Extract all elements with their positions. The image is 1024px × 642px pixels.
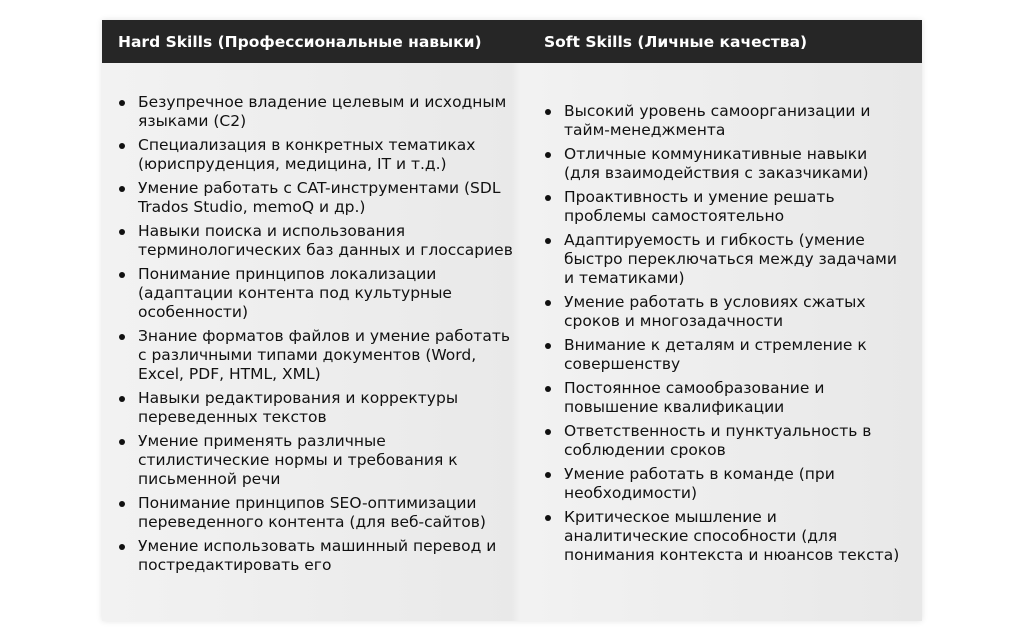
hard-skills-header: Hard Skills (Профессиональные навыки) [118,32,482,51]
list-item: Ответственность и пунктуальность в соблюдении сроков [544,422,902,460]
list-item: Понимание принципов локализации (адаптации контента под культурные особенности) [118,265,522,322]
list-item: Умение использовать машинный перевод и постредактировать его [118,537,522,575]
hard-skills-list [118,93,522,575]
list-item: Навыки редактирования и корректуры переведенных текстов [118,389,522,427]
table-header [102,20,922,63]
soft-skills-column [528,63,922,621]
table-body [102,63,922,621]
list-item: Критическое мышление и аналитические способности (для понимания контекста и нюансов текста) [544,508,902,565]
list-item: Умение работать в условиях сжатых сроков и многозадачности [544,293,902,331]
list-item: Специализация в конкретных тематиках (юриспруденция, медицина, IT и т.д.) [118,136,522,174]
list-item: Высокий уровень самоорганизации и тайм-менеджмента [544,102,902,140]
list-item: Умение применять различные стилистические нормы и требования к письменной речи [118,432,522,489]
list-item: Навыки поиска и использования терминологических баз данных и глоссариев [118,222,522,260]
hard-skills-column [102,63,528,621]
list-item: Понимание принципов SEO-оптимизации переведенного контента (для веб-сайтов) [118,494,522,532]
list-item: Проактивность и умение решать проблемы самостоятельно [544,188,902,226]
skills-table [102,20,922,621]
list-item: Отличные коммуникативные навыки (для взаимодействия с заказчиками) [544,145,902,183]
soft-skills-list [544,102,902,565]
list-item: Постоянное самообразование и повышение квалификации [544,379,902,417]
list-item: Знание форматов файлов и умение работать с различными типами документов (Word, Excel, PDF, HTML, XML) [118,327,522,384]
list-item: Умение работать с CAT-инструментами (SDL Trados Studio, memoQ и др.) [118,179,522,217]
soft-skills-header: Soft Skills (Личные качества) [544,32,808,51]
list-item: Внимание к деталям и стремление к совершенству [544,336,902,374]
list-item: Адаптируемость и гибкость (умение быстро переключаться между задачами и тематиками) [544,231,902,288]
list-item: Безупречное владение целевым и исходным языками (C2) [118,93,522,131]
list-item: Умение работать в команде (при необходимости) [544,465,902,503]
